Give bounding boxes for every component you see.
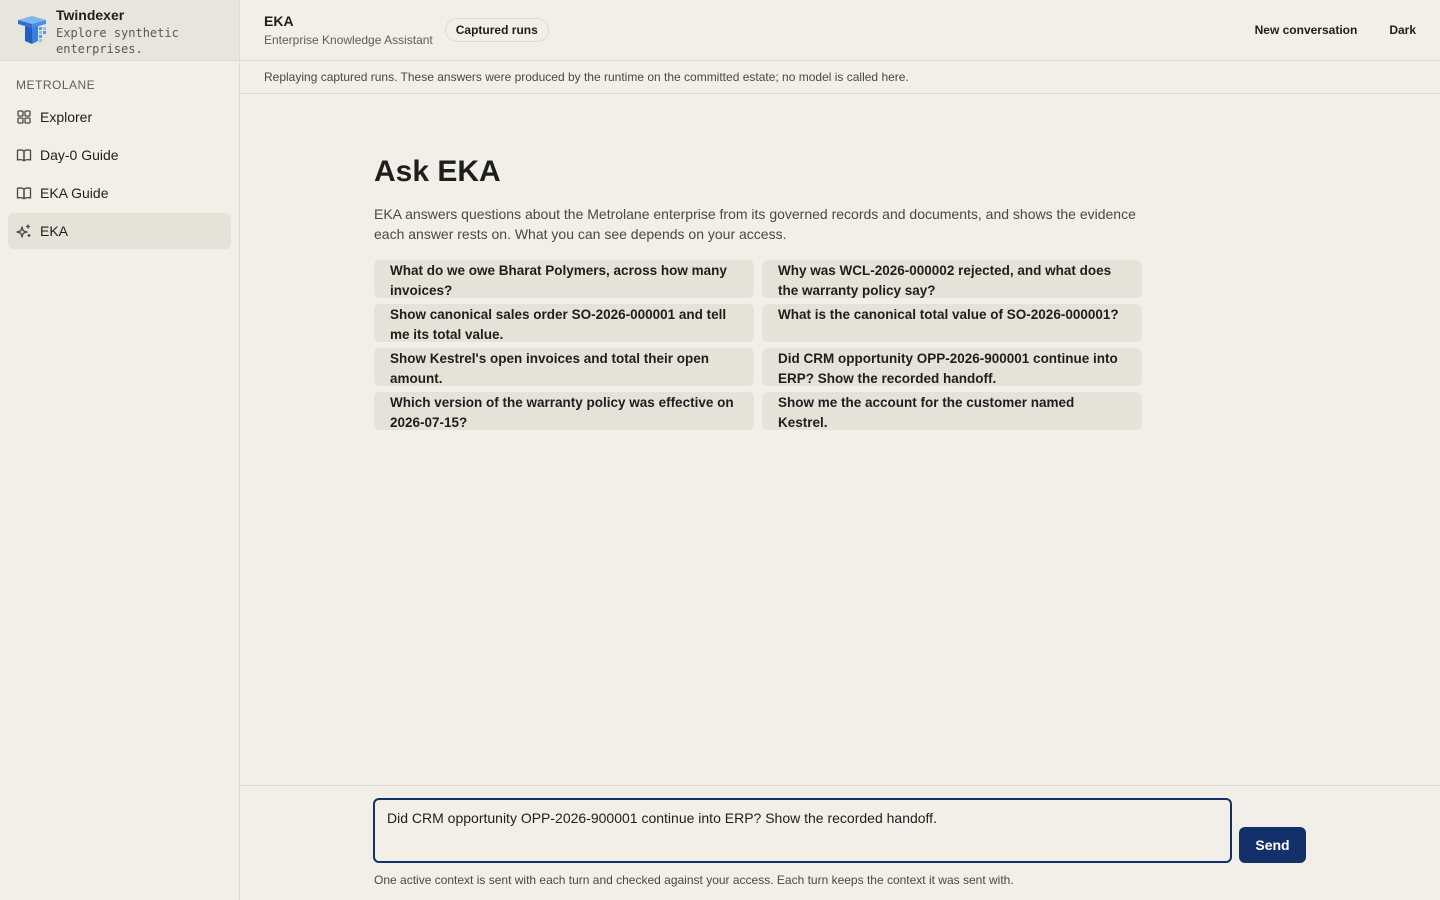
new-conversation-button[interactable]: New conversation xyxy=(1254,23,1358,37)
sidebar-item-label: EKA xyxy=(40,223,69,239)
app-title: EKA xyxy=(264,12,294,29)
ask-eka-panel xyxy=(374,154,1144,430)
book-icon xyxy=(16,147,32,163)
grid-icon xyxy=(16,109,32,125)
suggestion-button[interactable]: Show me the account for the customer named Kestrel. xyxy=(762,392,1142,430)
sidebar-item-eka[interactable] xyxy=(8,213,231,249)
sidebar-item-day-0-guide[interactable] xyxy=(8,137,231,173)
sidebar-item-label: EKA Guide xyxy=(40,185,109,201)
sidebar-nav xyxy=(0,99,239,249)
suggestion-button[interactable]: Why was WCL-2026-000002 rejected, and what does the warranty policy say? xyxy=(762,260,1142,298)
captured-runs-badge: Captured runs xyxy=(445,18,549,42)
brand-tagline: Explore synthetic enterprises. xyxy=(56,26,179,56)
brand-text xyxy=(56,6,206,57)
sidebar xyxy=(0,0,240,900)
message-input[interactable] xyxy=(373,798,1232,863)
replay-notice-text: Replaying captured runs. These answers were produced by the runtime on the committed estate; no model is called here. xyxy=(264,70,909,84)
theme-toggle-button[interactable]: Dark xyxy=(1389,23,1416,37)
brand-name: Twindexer xyxy=(56,7,125,23)
sidebar-item-eka-guide[interactable] xyxy=(8,175,231,211)
suggested-questions xyxy=(374,260,1144,430)
book-icon xyxy=(16,185,32,201)
suggestion-button[interactable]: Show Kestrel's open invoices and total their open amount. xyxy=(374,348,754,386)
context-footnote: One active context is sent with each turn and checked against your access. Each turn keeps the context it was sent with. xyxy=(374,873,1014,887)
sparkles-icon xyxy=(16,223,32,239)
top-header xyxy=(240,0,1440,61)
replay-notice-banner xyxy=(240,61,1440,94)
send-button[interactable]: Send xyxy=(1239,827,1306,863)
suggestion-button[interactable]: Which version of the warranty policy was effective on 2026-07-15? xyxy=(374,392,754,430)
workspace-section-label: METROLANE xyxy=(16,78,96,92)
brand-header[interactable] xyxy=(0,0,239,61)
main-content xyxy=(240,94,1440,785)
suggestion-button[interactable]: Show canonical sales order SO-2026-000001 and tell me its total value. xyxy=(374,304,754,342)
sidebar-item-explorer[interactable] xyxy=(8,99,231,135)
suggestion-button[interactable]: What do we owe Bharat Polymers, across how many invoices? xyxy=(374,260,754,298)
sidebar-item-label: Day-0 Guide xyxy=(40,147,119,163)
message-composer xyxy=(240,785,1440,900)
app-subtitle: Enterprise Knowledge Assistant xyxy=(264,32,433,47)
intro-text: EKA answers questions about the Metrolane enterprise from its governed records and documents, and shows the evidence each answer rests on. What you can see depends on your access. xyxy=(374,206,1136,242)
page-title: Ask EKA xyxy=(374,155,501,188)
twindexer-logo-icon xyxy=(16,14,48,46)
header-titles xyxy=(264,13,433,48)
header-actions xyxy=(1223,23,1416,37)
suggestion-button[interactable]: Did CRM opportunity OPP-2026-900001 continue into ERP? Show the recorded handoff. xyxy=(762,348,1142,386)
suggestion-button[interactable]: What is the canonical total value of SO-2026-000001? xyxy=(762,304,1142,342)
sidebar-item-label: Explorer xyxy=(40,109,93,125)
